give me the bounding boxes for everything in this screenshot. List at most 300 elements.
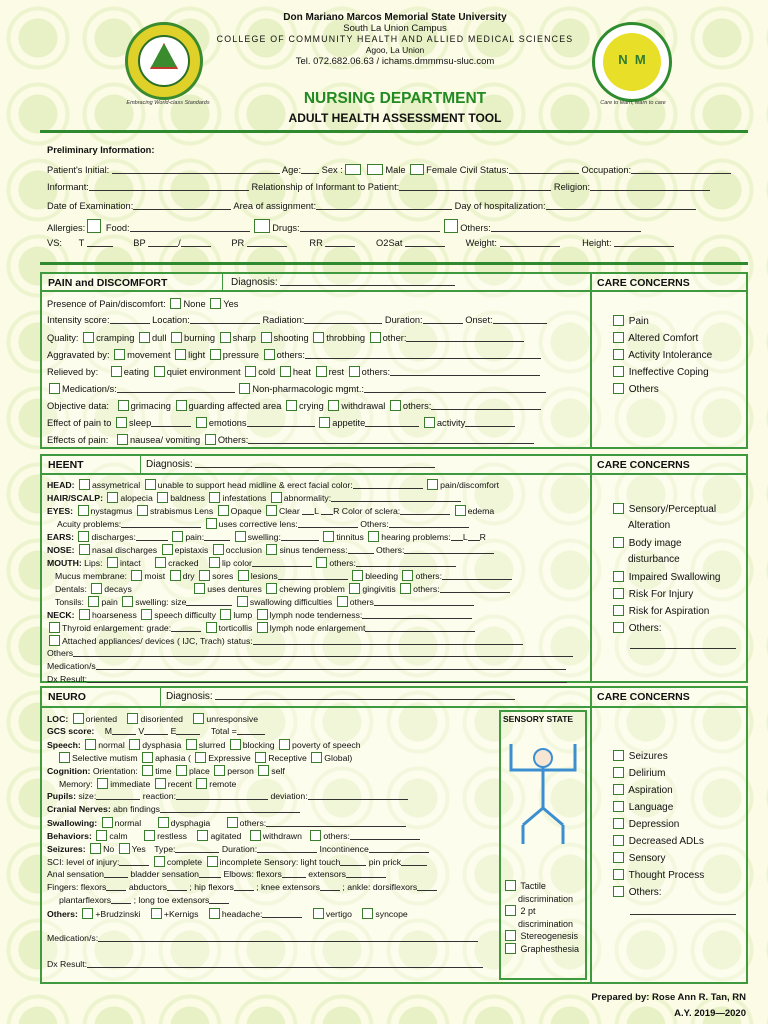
hair-baldness-checkbox[interactable] <box>157 492 168 503</box>
nonpharm-field[interactable] <box>364 384 546 393</box>
cc-altered-comfort-checkbox[interactable] <box>613 332 624 343</box>
sz-incontinence-field[interactable] <box>369 844 429 853</box>
radiation-label: Radiation: <box>262 315 305 325</box>
weight-field[interactable] <box>500 238 560 247</box>
nose-epistaxis-checkbox[interactable] <box>162 544 173 555</box>
knee-extensors-field[interactable] <box>320 882 340 891</box>
relationship-field[interactable] <box>399 182 551 191</box>
age-field[interactable] <box>301 165 319 174</box>
college-name: COLLEGE OF COMMUNITY HEALTH AND ALLIED MEDICAL SCIENCES <box>216 34 574 44</box>
lymph-enl-label: lymph node enlargement <box>269 623 366 633</box>
hair-abnormality-field[interactable] <box>331 493 461 502</box>
cc-neuro-others-checkbox[interactable] <box>613 886 624 897</box>
female-checkbox[interactable] <box>410 164 424 175</box>
effect-appetite-field[interactable] <box>365 418 419 427</box>
cc-aspiration-checkbox[interactable] <box>613 784 624 795</box>
mouth-others-checkbox[interactable] <box>316 557 327 568</box>
loc-unresponsive-checkbox[interactable] <box>193 713 204 724</box>
pr-field[interactable] <box>247 238 287 247</box>
agg-others-checkbox[interactable] <box>264 349 275 360</box>
agg-pressure-checkbox[interactable] <box>210 349 221 360</box>
eyes-edema-checkbox[interactable] <box>455 505 466 516</box>
bp-label: BP <box>133 238 146 248</box>
quality-sharp: sharp <box>232 333 256 343</box>
quality-throbbing-checkbox[interactable] <box>313 332 324 343</box>
sz-type-field[interactable] <box>175 844 219 853</box>
speech-global-checkbox[interactable] <box>311 752 322 763</box>
area-field[interactable] <box>316 201 452 210</box>
pain-yes-checkbox[interactable] <box>210 298 221 309</box>
dental-others-checkbox[interactable] <box>400 583 411 594</box>
thyroid-checkbox[interactable] <box>49 622 60 633</box>
sz-duration-field[interactable] <box>257 844 317 853</box>
sw-others-checkbox[interactable] <box>227 817 238 828</box>
rel-rest-checkbox[interactable] <box>316 366 327 377</box>
cc-disturbance: disturbance <box>628 554 680 565</box>
effect-emotions-field[interactable] <box>247 418 315 427</box>
lip-color-field[interactable] <box>252 558 312 567</box>
heent-others-field[interactable] <box>73 648 573 657</box>
neuro-medication-field[interactable] <box>98 933 478 942</box>
cc-heent-others-checkbox[interactable] <box>613 622 624 633</box>
obj-withdrawal: withdrawal <box>341 401 386 411</box>
ears-pain-checkbox[interactable] <box>172 531 183 542</box>
cog-self-checkbox[interactable] <box>258 765 269 776</box>
female-label: Female <box>426 165 458 175</box>
cc-impaired-swallowing-checkbox[interactable] <box>613 571 624 582</box>
hair-abnormality-checkbox[interactable] <box>271 492 282 503</box>
rel-heat-checkbox[interactable] <box>280 366 291 377</box>
heent-medication-field[interactable] <box>96 661 566 670</box>
agg-light-checkbox[interactable] <box>175 349 186 360</box>
mucus-others-field[interactable] <box>442 571 512 580</box>
speech-blocking-checkbox[interactable] <box>230 739 241 750</box>
lip-color-checkbox[interactable] <box>209 557 220 568</box>
quality-cramping: cramping <box>96 333 135 343</box>
medication-checkbox[interactable] <box>49 383 60 394</box>
ears-tinnitus-checkbox[interactable] <box>323 531 334 542</box>
elbows-extensors-field[interactable] <box>346 869 386 878</box>
hair-alopecia-checkbox[interactable] <box>107 492 118 503</box>
cranial-field[interactable] <box>160 804 300 813</box>
cc-delirium-checkbox[interactable] <box>613 767 624 778</box>
day-hosp-field[interactable] <box>546 201 696 210</box>
loc-disoriented-checkbox[interactable] <box>127 713 138 724</box>
oth-vertigo-checkbox[interactable] <box>313 908 324 919</box>
beh-calm-checkbox[interactable] <box>96 830 107 841</box>
others-allergy-checkbox[interactable] <box>444 219 458 233</box>
neuro-medication-label: Medication/s: <box>47 933 99 943</box>
nose-sinus-checkbox[interactable] <box>266 544 277 555</box>
effect-sleep-checkbox[interactable] <box>116 417 127 428</box>
ears-swelling-field[interactable] <box>281 532 319 541</box>
eyes-opaque-checkbox[interactable] <box>218 505 229 516</box>
cc-risk-injury-checkbox[interactable] <box>613 588 624 599</box>
oth-brudzinski-checkbox[interactable] <box>82 908 93 919</box>
headache-field[interactable] <box>262 909 302 918</box>
speech-normal-checkbox[interactable] <box>85 739 96 750</box>
quality-other-checkbox[interactable] <box>370 332 381 343</box>
anal-field[interactable] <box>104 869 128 878</box>
speech-dysphasia-checkbox[interactable] <box>129 739 140 750</box>
nose-epistaxis: epistaxis <box>174 545 209 555</box>
sw-dysphagia-checkbox[interactable] <box>158 817 169 828</box>
pain-none-checkbox[interactable] <box>170 298 181 309</box>
acuity-field[interactable] <box>121 519 201 528</box>
bp-dia-field[interactable] <box>181 238 211 247</box>
gcs-m-field[interactable] <box>112 726 136 735</box>
beh-others-checkbox[interactable] <box>310 830 321 841</box>
speech-slurred-checkbox[interactable] <box>186 739 197 750</box>
cc-activity-intolerance-checkbox[interactable] <box>613 349 624 360</box>
bladder-field[interactable] <box>199 869 221 878</box>
fingers-abductors-field[interactable] <box>167 882 187 891</box>
long-toe-field[interactable] <box>209 895 229 904</box>
pain-medication-label: Medication/s: <box>62 384 117 394</box>
grade-field[interactable] <box>171 623 201 632</box>
duration-field[interactable] <box>423 315 463 324</box>
ears-swelling-checkbox[interactable] <box>235 531 246 542</box>
tonsil-others-checkbox[interactable] <box>337 596 348 607</box>
neck-lymph-field[interactable] <box>362 610 472 619</box>
cc-sensory-checkbox[interactable] <box>613 852 624 863</box>
cc-decreased-adls-checkbox[interactable] <box>613 835 624 846</box>
allergies-checkbox[interactable] <box>87 219 101 233</box>
quality-cramping-checkbox[interactable] <box>83 332 94 343</box>
o2sat-field[interactable] <box>405 238 445 247</box>
pupils-deviation-label: deviation: <box>270 791 308 801</box>
fingers-flexors-field[interactable] <box>106 882 126 891</box>
rel-others-checkbox[interactable] <box>349 366 360 377</box>
sz-yes-checkbox[interactable] <box>119 843 130 854</box>
mucus-sores-checkbox[interactable] <box>199 570 210 581</box>
obj-others-field[interactable] <box>431 401 541 410</box>
pupils-reaction-field[interactable] <box>176 791 268 800</box>
corrective-field[interactable] <box>298 519 358 528</box>
tonsil-size-field[interactable] <box>186 597 232 606</box>
bp-sys-field[interactable] <box>148 238 178 247</box>
dental-dentures: uses dentures <box>207 584 262 594</box>
attached-checkbox[interactable] <box>49 635 60 646</box>
effects-nausea-checkbox[interactable] <box>117 434 128 445</box>
mem-immediate-checkbox[interactable] <box>97 778 108 789</box>
cc-neuro-others-field[interactable] <box>630 914 736 915</box>
ears-discharges-field[interactable] <box>136 532 168 541</box>
dental-gingivitis-checkbox[interactable] <box>349 583 360 594</box>
mucus-others-checkbox[interactable] <box>402 570 413 581</box>
ears-hearing-checkbox[interactable] <box>368 531 379 542</box>
radiation-field[interactable] <box>304 315 382 324</box>
sex-checkbox[interactable] <box>345 164 361 175</box>
location-field[interactable] <box>190 315 260 324</box>
neuro-care-title-divider <box>592 706 746 708</box>
lips-intact-checkbox[interactable] <box>107 557 118 568</box>
mucus-moist-checkbox[interactable] <box>131 570 142 581</box>
rr-field[interactable] <box>325 238 355 247</box>
civil-status-field[interactable] <box>509 165 579 174</box>
mucus-bleeding-checkbox[interactable] <box>352 570 363 581</box>
ankle-field[interactable] <box>417 882 437 891</box>
eyes-strabismus-checkbox[interactable] <box>137 505 148 516</box>
quality-dull-checkbox[interactable] <box>139 332 150 343</box>
mucus-lesions-field[interactable] <box>278 571 348 580</box>
religion-field[interactable] <box>590 182 710 191</box>
mouth-others-field[interactable] <box>356 558 456 567</box>
cc-aspiration: Aspiration <box>628 785 673 796</box>
cc-heent-others: Others: <box>628 623 662 634</box>
male-checkbox[interactable] <box>367 164 383 175</box>
obj-crying-checkbox[interactable] <box>286 400 297 411</box>
plantar-field[interactable] <box>111 895 131 904</box>
graphesthesia-checkbox[interactable] <box>505 943 516 954</box>
cc-sensory-perceptual-checkbox[interactable] <box>613 503 624 514</box>
eyes-nystagmus-checkbox[interactable] <box>78 505 89 516</box>
dental-dentures-checkbox[interactable] <box>194 583 205 594</box>
pain-diagnosis-field[interactable] <box>280 277 455 286</box>
speech-expressive-checkbox[interactable] <box>195 752 206 763</box>
quality-other-field[interactable] <box>406 333 524 342</box>
mucus-dry-checkbox[interactable] <box>170 570 181 581</box>
beh-restless-checkbox[interactable] <box>144 830 155 841</box>
height-field[interactable] <box>614 238 674 247</box>
hearing-r-field[interactable] <box>468 532 480 541</box>
beh-agitated-checkbox[interactable] <box>197 830 208 841</box>
quality-burning-checkbox[interactable] <box>171 332 182 343</box>
cog-person-checkbox[interactable] <box>214 765 225 776</box>
cog-time-checkbox[interactable] <box>142 765 153 776</box>
cc-thought-process: Thought Process <box>628 870 705 881</box>
obj-grimacing-checkbox[interactable] <box>118 400 129 411</box>
thyroid-label: Thyroid enlargement: <box>62 623 145 633</box>
temp-field[interactable] <box>87 238 113 247</box>
cc-depression-checkbox[interactable] <box>613 818 624 829</box>
gcs-v-field[interactable] <box>144 726 168 735</box>
quality-sharp-checkbox[interactable] <box>220 332 231 343</box>
obj-others-checkbox[interactable] <box>390 400 401 411</box>
hair-infestations: infestations <box>222 493 267 503</box>
aggravated-label: Aggravated by: <box>47 350 110 360</box>
nm-letters: N M <box>618 52 646 67</box>
gcs-total-field[interactable] <box>237 726 265 735</box>
mem-remote-checkbox[interactable] <box>196 778 207 789</box>
dental-chewing-checkbox[interactable] <box>266 583 277 594</box>
eyes-l: L <box>314 506 319 516</box>
informant-label: Informant: <box>47 182 89 192</box>
others-allergy-field[interactable] <box>491 223 641 232</box>
hip-flexors-field[interactable] <box>234 882 254 891</box>
tonsil-swallowing-checkbox[interactable] <box>237 596 248 607</box>
tonsil-pain-checkbox[interactable] <box>88 596 99 607</box>
campus-name: South La Union Campus <box>343 23 447 34</box>
loc-oriented-checkbox[interactable] <box>73 713 84 724</box>
mucus-lesions-checkbox[interactable] <box>238 570 249 581</box>
eyes-label: EYES: <box>47 506 74 516</box>
sw-normal-checkbox[interactable] <box>102 817 113 828</box>
fingers-abductors: abductors <box>128 882 167 892</box>
torticollis-checkbox[interactable] <box>206 622 217 633</box>
pin-prick-field[interactable] <box>401 857 427 866</box>
head-unable-checkbox[interactable] <box>145 479 156 490</box>
cc-ineffective-coping-checkbox[interactable] <box>613 366 624 377</box>
sw-others-field[interactable] <box>266 818 406 827</box>
neuro-diagnosis-label: Diagnosis: <box>166 691 213 702</box>
sci-incomplete-checkbox[interactable] <box>207 856 218 867</box>
effect-activity-field[interactable] <box>465 418 515 427</box>
head-pain-checkbox[interactable] <box>427 479 438 490</box>
nose-discharges-checkbox[interactable] <box>79 544 90 555</box>
informant-field[interactable] <box>89 182 249 191</box>
patients-initial-field[interactable] <box>112 165 280 174</box>
mem-recent-checkbox[interactable] <box>155 778 166 789</box>
light-touch-field[interactable] <box>340 857 366 866</box>
speech-mutism-checkbox[interactable] <box>59 752 70 763</box>
sz-no: No <box>103 844 115 854</box>
eyes-r-field[interactable] <box>321 506 333 515</box>
effects-others-field[interactable] <box>248 435 534 444</box>
eyes-l-field[interactable] <box>302 506 314 515</box>
sci-complete-checkbox[interactable] <box>154 856 165 867</box>
attached-field[interactable] <box>253 636 523 645</box>
lymph-enl-field[interactable] <box>365 623 475 632</box>
nonpharm-checkbox[interactable] <box>239 383 250 394</box>
pain-header-divider <box>42 290 590 292</box>
oth-kernigs-checkbox[interactable] <box>151 908 162 919</box>
speech-poverty-checkbox[interactable] <box>279 739 290 750</box>
speech-aphasia-checkbox[interactable] <box>142 752 153 763</box>
elbows-extensors: extensors <box>308 869 346 879</box>
rel-others-field[interactable] <box>390 367 540 376</box>
drugs-checkbox[interactable] <box>254 219 270 233</box>
neuro-dx-field[interactable] <box>87 959 483 968</box>
speech-slurred: slurred <box>198 740 226 750</box>
cc-thought-process-checkbox[interactable] <box>613 869 624 880</box>
pain-care-title-divider <box>592 290 746 292</box>
corrective-checkbox[interactable] <box>206 518 217 529</box>
neuro-diagnosis-field[interactable] <box>215 691 515 700</box>
neck-speech-checkbox[interactable] <box>141 609 152 620</box>
effects-others-checkbox[interactable] <box>205 434 216 445</box>
obj-withdrawal-checkbox[interactable] <box>328 400 339 411</box>
ears-pain: pain: <box>185 532 205 542</box>
sci-field[interactable] <box>119 857 149 866</box>
cc-heent-others-field[interactable] <box>630 648 736 649</box>
lymph-enl-checkbox[interactable] <box>257 622 268 633</box>
nose-sinus-field[interactable] <box>348 545 374 554</box>
nose-others-field[interactable] <box>404 545 494 554</box>
eyes-clear-checkbox[interactable] <box>266 505 277 516</box>
quality-shooting-checkbox[interactable] <box>261 332 272 343</box>
food-field[interactable] <box>130 223 250 232</box>
heent-dx-field[interactable] <box>87 674 567 683</box>
effect-appetite-checkbox[interactable] <box>319 417 330 428</box>
drugs-field[interactable] <box>300 223 440 232</box>
cc-pain-others-checkbox[interactable] <box>613 383 624 394</box>
agg-others-field[interactable] <box>305 350 541 359</box>
sclera-field[interactable] <box>400 506 450 515</box>
mucus-sores: sores <box>212 571 234 581</box>
head-assymetrical-checkbox[interactable] <box>79 479 90 490</box>
gcs-v: V <box>138 726 145 736</box>
cc-body-image-checkbox[interactable] <box>613 537 624 548</box>
lips-cracked-checkbox[interactable] <box>155 557 166 568</box>
stereogenesis-checkbox[interactable] <box>505 930 516 941</box>
rel-quiet-checkbox[interactable] <box>154 366 165 377</box>
neck-lump-checkbox[interactable] <box>220 609 231 620</box>
seizures-label: Seizures: <box>47 844 86 854</box>
lip-color: lip color <box>221 558 252 568</box>
cc-risk-aspiration-checkbox[interactable] <box>613 605 624 616</box>
cranial-label: Cranial Nerves: <box>47 804 111 814</box>
elbows-flexors-field[interactable] <box>282 869 306 878</box>
cog-place-checkbox[interactable] <box>176 765 187 776</box>
heent-diagnosis-field[interactable] <box>195 459 435 468</box>
tonsil-others-field[interactable] <box>374 597 474 606</box>
pupils-deviation-field[interactable] <box>308 791 408 800</box>
beh-withdrawn-checkbox[interactable] <box>250 830 261 841</box>
dental-others-field[interactable] <box>440 584 510 593</box>
nose-occlusion-checkbox[interactable] <box>213 544 224 555</box>
neck-lymph-checkbox[interactable] <box>257 609 268 620</box>
tactile-checkbox[interactable] <box>505 880 516 891</box>
rel-cold-checkbox[interactable] <box>245 366 256 377</box>
cc-pain-checkbox[interactable] <box>613 315 624 326</box>
duration-label: Duration: <box>384 315 423 325</box>
occupation-label: Occupation: <box>581 165 632 175</box>
cc-ineffective-coping: Ineffective Coping <box>628 367 709 378</box>
two-pt-checkbox[interactable] <box>505 905 516 916</box>
onset-field[interactable] <box>493 315 547 324</box>
sensory-tactile: Tactile <box>520 881 546 891</box>
effect-activity-checkbox[interactable] <box>424 417 435 428</box>
tonsil-swelling-checkbox[interactable] <box>122 596 133 607</box>
oth-headache-checkbox[interactable] <box>209 908 220 919</box>
head-unable: unable to support head midline & erect facial color: <box>157 480 353 490</box>
eyes-others-field[interactable] <box>389 519 469 528</box>
neck-hoarseness-checkbox[interactable] <box>79 609 90 620</box>
oth-syncope-checkbox[interactable] <box>362 908 373 919</box>
dental-decays-checkbox[interactable] <box>91 583 102 594</box>
pupils-size-field[interactable] <box>96 791 140 800</box>
facial-color-field[interactable] <box>353 480 423 489</box>
obj-guarding-checkbox[interactable] <box>176 400 187 411</box>
hair-abnormality: abnormality: <box>283 493 332 503</box>
agg-movement-checkbox[interactable] <box>114 349 125 360</box>
gcs-e-field[interactable] <box>176 726 200 735</box>
rel-eating-checkbox[interactable] <box>111 366 122 377</box>
left-tagline: Embracing World-class Standards <box>126 100 210 106</box>
loc-disoriented: disoriented <box>140 714 183 724</box>
hearing-l-field[interactable] <box>451 532 463 541</box>
eyes-sclera: Color of sclera: <box>341 506 401 516</box>
cc-language-checkbox[interactable] <box>613 801 624 812</box>
occupation-field[interactable] <box>631 165 731 174</box>
cc-seizures-checkbox[interactable] <box>613 750 624 761</box>
intensity-field[interactable] <box>110 315 150 324</box>
effect-emotions-checkbox[interactable] <box>196 417 207 428</box>
agg-movement: movement <box>127 350 171 360</box>
date-exam-field[interactable] <box>133 201 231 210</box>
effect-sleep-field[interactable] <box>151 418 191 427</box>
pain-medication-field[interactable] <box>117 384 235 393</box>
speech-mutism: Selective mutism <box>72 753 138 763</box>
beh-others-field[interactable] <box>350 831 420 840</box>
loc-unresponsive: unresponsive <box>206 714 259 724</box>
hair-infestations-checkbox[interactable] <box>209 492 220 503</box>
ears-discharges-checkbox[interactable] <box>78 531 89 542</box>
ears-pain-field[interactable] <box>204 532 230 541</box>
sz-no-checkbox[interactable] <box>90 843 101 854</box>
speech-receptive-checkbox[interactable] <box>255 752 266 763</box>
